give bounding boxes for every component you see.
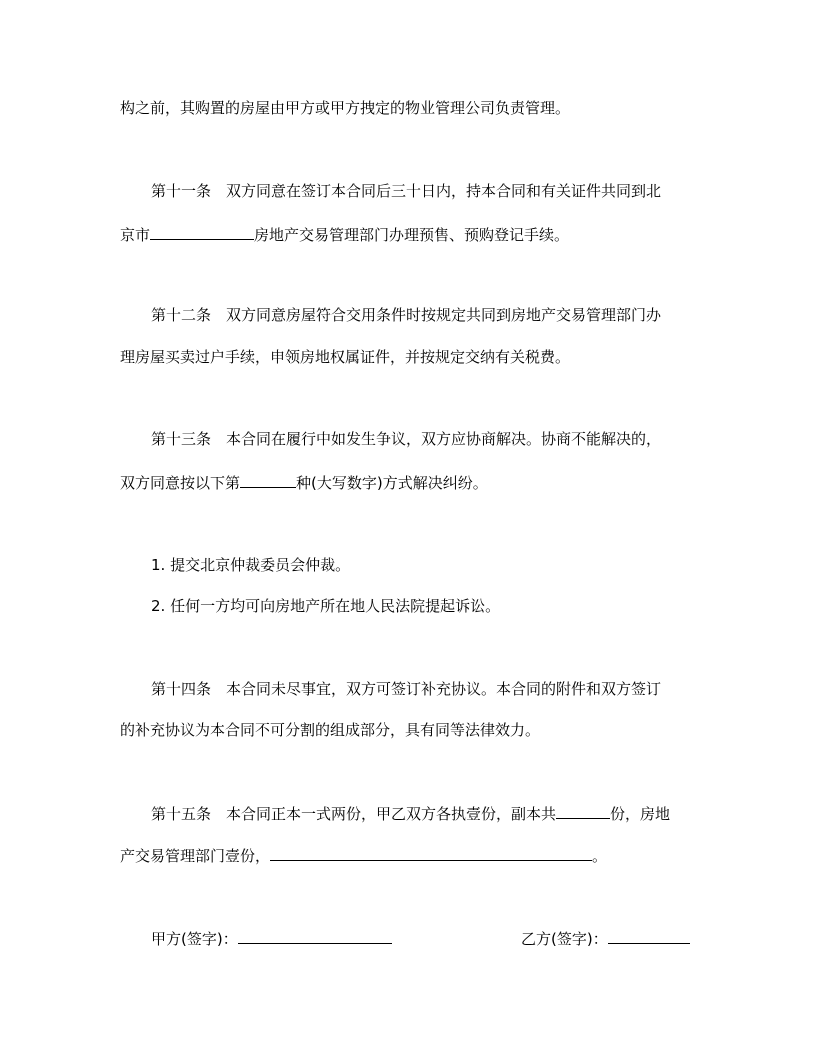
article-11-text-suffix: 房地产交易管理部门办理预售、预购登记手续。	[254, 226, 570, 244]
paragraph-text: 构之前，其购置的房屋由甲方或甲方拽定的物业管理公司负责管理。	[120, 99, 571, 117]
signature-party-b	[521, 928, 690, 949]
article-14-text: 第十四条 本合同未尽事宜，双方可签订补充协议。本合同的附件和双方签订	[151, 680, 662, 698]
article-13-option-2	[151, 596, 500, 616]
article-13-line-2	[120, 472, 488, 493]
city-blank	[150, 224, 254, 240]
article-11-text: 第十一条 双方同意在签订本合同后三十日内，持本合同和有关证件共同到北	[151, 182, 662, 200]
article-14-text-2: 的补充协议为本合同不可分割的组成部分，具有同等法律效力。	[120, 721, 541, 739]
article-15-line-2	[120, 845, 607, 866]
article-15-end: 。	[592, 847, 608, 865]
article-14-line-1	[151, 679, 661, 699]
option-text: 1. 提交北京仲裁委员会仲裁。	[151, 556, 351, 574]
party-b-label: 乙方(签字)：	[521, 930, 608, 948]
article-12-text: 第十二条 双方同意房屋符合交用条件时按规定共同到房地产交易管理部门办	[151, 306, 662, 324]
signature-party-a	[151, 928, 392, 949]
article-13-option-1	[151, 555, 350, 575]
article-11-line-2	[120, 224, 569, 245]
article-12-line-1	[151, 305, 661, 325]
article-15-text-prefix: 第十五条 本合同正本一式两份，甲乙双方各执壹份，副本共	[151, 805, 557, 823]
article-13-text-prefix: 双方同意按以下第	[120, 474, 241, 492]
method-number-blank	[240, 472, 296, 488]
article-15-text-2: 产交易管理部门壹份，	[120, 847, 271, 865]
paragraph-10-end	[120, 98, 570, 118]
article-14-line-2	[120, 720, 540, 740]
option-text: 2. 任何一方均可向房地产所在地人民法院提起诉讼。	[151, 597, 501, 615]
party-a-label: 甲方(签字)：	[151, 930, 238, 948]
article-15-text-suffix: 份，房地	[610, 805, 671, 823]
party-b-signature-line	[608, 928, 690, 944]
article-11-text-prefix: 京市	[120, 226, 151, 244]
copies-blank	[556, 803, 610, 819]
article-13-text-suffix: 种(大写数字)方式解决纠纷。	[296, 474, 488, 492]
article-11-line-1	[151, 181, 661, 201]
article-13-line-1	[151, 429, 661, 449]
recipient-blank	[270, 845, 592, 861]
party-a-signature-line	[238, 928, 392, 944]
article-12-line-2	[120, 347, 570, 367]
article-12-text-2: 理房屋买卖过户手续，申领房地权属证件，并按规定交纳有关税费。	[120, 348, 571, 366]
article-15-line-1	[151, 803, 670, 824]
article-13-text: 第十三条 本合同在履行中如发生争议，双方应协商解决。协商不能解决的，	[151, 430, 662, 448]
